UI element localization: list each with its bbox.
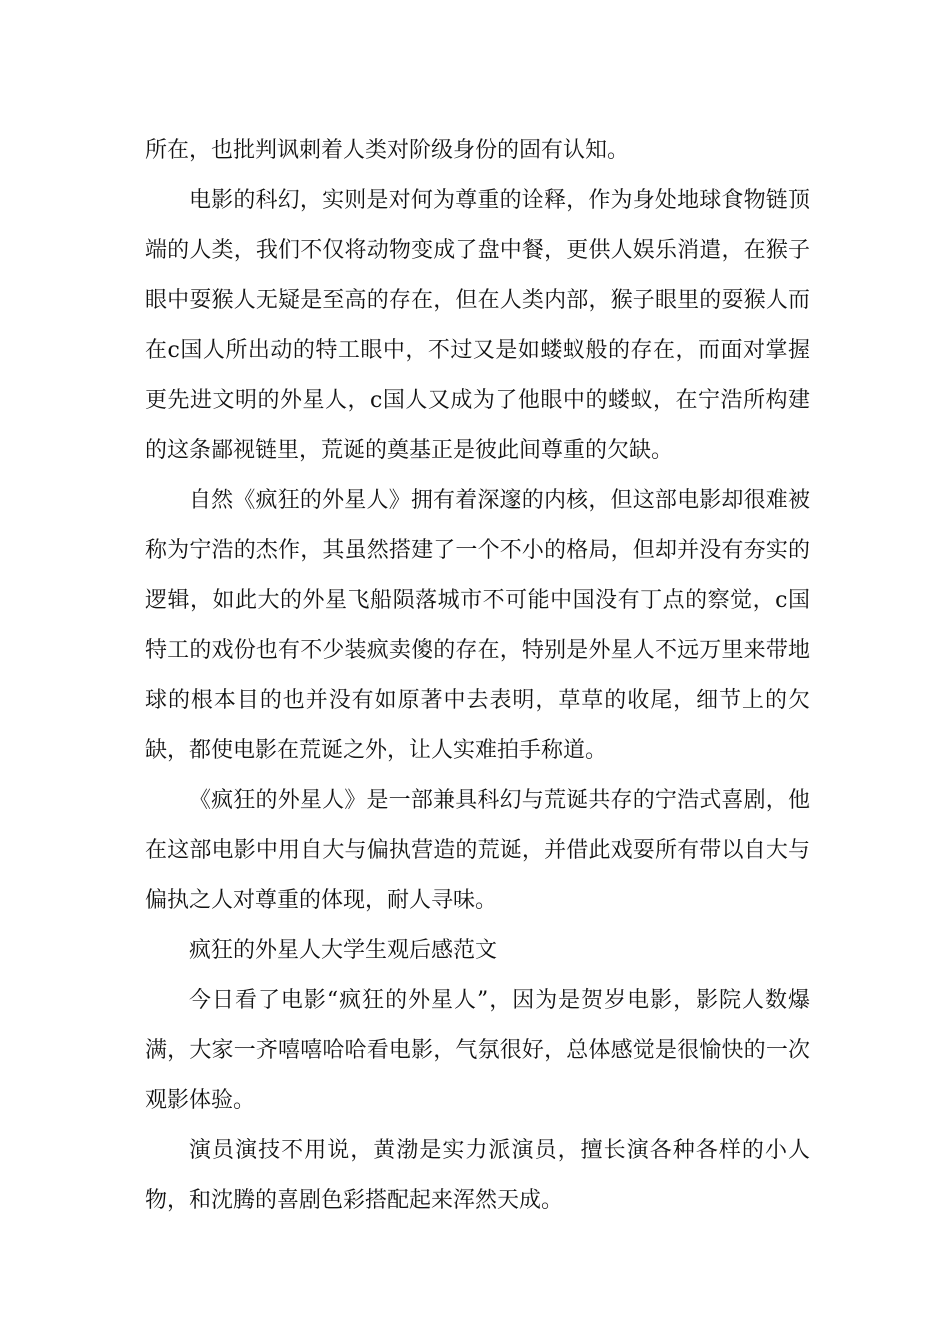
section-heading: 疯狂的外星人大学生观后感范文: [189, 938, 498, 963]
paragraph: 电影的科幻，实则是对何为尊重的诠释，作为身处地球食物链顶端的人类，我们不仅将动物变成了盘中餐，更供人娱乐消遣，在猴子眼中耍猴人无疑是至高的存在，但在人类内部，猴子眼里的耍猴人而在c国人所出动的特工眼中，不过又是如蝼蚁般的存在，而面对掌握更先进文明的外星人，c国人又成为了他眼中的蝼蚁，在宁浩所构建的这条鄙视链里，荒诞的奠基正是彼此间尊重的欠缺。: [145, 188, 810, 463]
document-body: [145, 126, 810, 1226]
paragraph: 今日看了电影“疯狂的外星人”，因为是贺岁电影，影院人数爆满，大家一齐嘻嘻哈哈看电影，气氛很好，总体感觉是很愉快的一次观影体验。: [145, 988, 810, 1113]
paragraph-continuation: 所在，也批判讽刺着人类对阶级身份的固有认知。: [145, 138, 630, 163]
paragraph: 演员演技不用说，黄渤是实力派演员，擅长演各种各样的小人物，和沈腾的喜剧色彩搭配起来浑然天成。: [145, 1138, 810, 1213]
paragraph: 《疯狂的外星人》是一部兼具科幻与荒诞共存的宁浩式喜剧，他在这部电影中用自大与偏执营造的荒诞，并借此戏耍所有带以自大与偏执之人对尊重的体现，耐人寻味。: [145, 788, 810, 913]
paragraph: 自然《疯狂的外星人》拥有着深邃的内核，但这部电影却很难被称为宁浩的杰作，其虽然搭建了一个不小的格局，但却并没有夯实的逻辑，如此大的外星飞船陨落城市不可能中国没有丁点的察觉，c国特工的戏份也有不少装疯卖傻的存在，特别是外星人不远万里来带地球的根本目的也并没有如原著中去表明，草草的收尾，细节上的欠缺，都使电影在荒诞之外，让人实难拍手称道。: [145, 488, 810, 763]
